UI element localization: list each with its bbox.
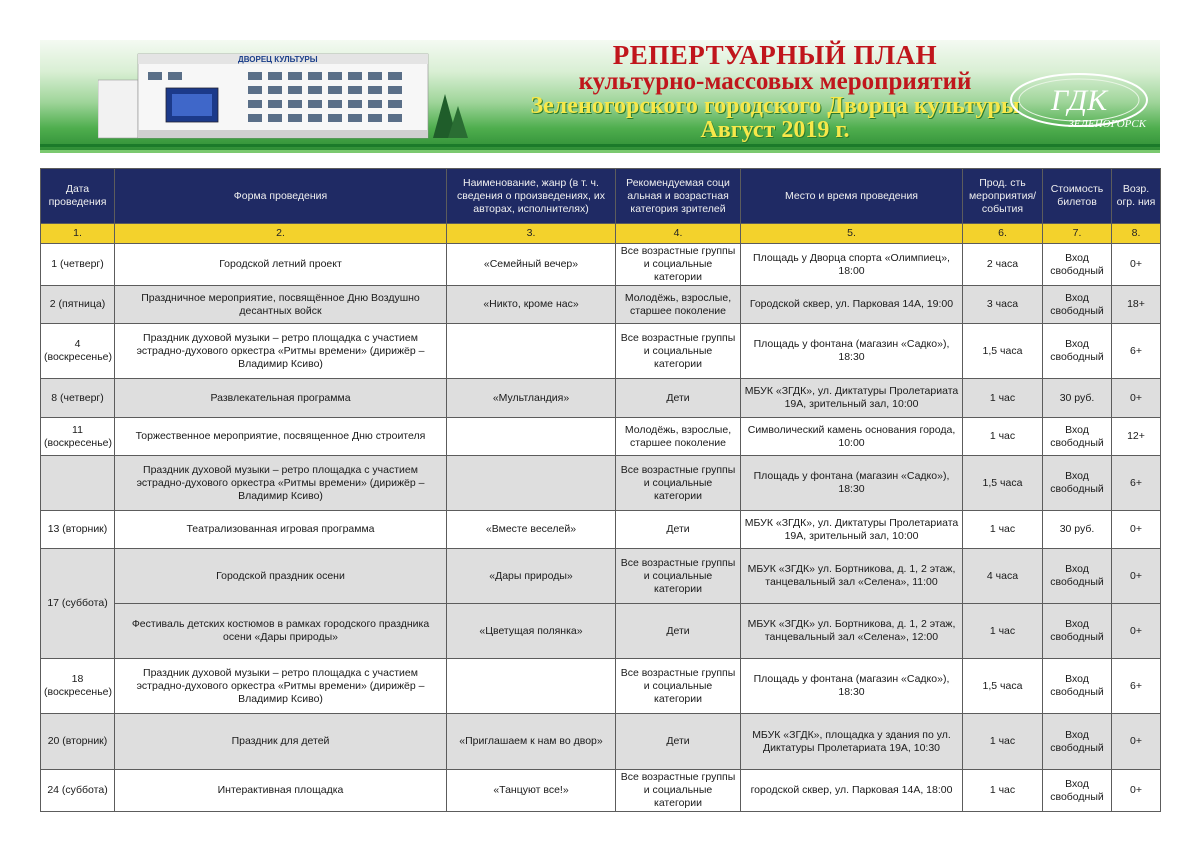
name-cell [447, 324, 616, 379]
column-number: 1. [41, 224, 115, 244]
duration-cell: 1,5 часа [963, 456, 1043, 511]
column-header-age: Возр. огр. ния [1112, 169, 1161, 224]
building-sign: ДВОРЕЦ КУЛЬТУРЫ [238, 55, 318, 64]
column-number: 6. [963, 224, 1043, 244]
table-row [41, 549, 1161, 604]
duration-cell: 1 час [963, 511, 1043, 549]
date-cell: 2 (пятница) [41, 286, 115, 324]
age-cell: 0+ [1112, 379, 1161, 418]
palace-of-culture-building-image [98, 44, 468, 144]
table-row [41, 244, 1161, 286]
logo-letters: ГДК [1050, 84, 1108, 117]
name-cell: «Семейный вечер» [447, 244, 616, 286]
age-cell: 0+ [1112, 549, 1161, 604]
age-cell: 18+ [1112, 286, 1161, 324]
category-cell: Дети [616, 604, 741, 659]
duration-cell: 1 час [963, 714, 1043, 770]
table-row [41, 456, 1161, 511]
age-cell: 6+ [1112, 456, 1161, 511]
age-cell: 0+ [1112, 511, 1161, 549]
duration-cell: 1,5 часа [963, 659, 1043, 714]
page-period: Август 2019 г. [700, 117, 850, 143]
date-cell: 18 (воскресенье) [41, 659, 115, 714]
column-header-name: Наименование, жанр (в т. ч. сведения о произведениях, их авторах, исполнителях) [447, 169, 616, 224]
name-cell: «Приглашаем к нам во двор» [447, 714, 616, 770]
category-cell: Молодёжь, взрослые, старшее поколение [616, 418, 741, 456]
name-cell: «Дары природы» [447, 549, 616, 604]
place-cell: Площадь у фонтана (магазин «Садко»), 18:30 [741, 659, 963, 714]
price-cell: Вход свободный [1043, 244, 1112, 286]
age-cell: 12+ [1112, 418, 1161, 456]
category-cell: Дети [616, 379, 741, 418]
category-cell: Дети [616, 511, 741, 549]
form-cell: Городской праздник осени [115, 549, 447, 604]
place-cell: МБУК «ЗГДК», площадка у здания по ул. Диктатуры Пролетариата 19А, 10:30 [741, 714, 963, 770]
date-cell [41, 456, 115, 511]
name-cell: «Мультландия» [447, 379, 616, 418]
column-number: 5. [741, 224, 963, 244]
table-row [41, 324, 1161, 379]
category-cell: Молодёжь, взрослые, старшее поколение [616, 286, 741, 324]
column-header-date: Дата проведения [41, 169, 115, 224]
price-cell: Вход свободный [1043, 324, 1112, 379]
age-cell: 6+ [1112, 659, 1161, 714]
age-cell: 6+ [1112, 324, 1161, 379]
place-cell: Площадь у фонтана (магазин «Садко»), 18:30 [741, 456, 963, 511]
price-cell: Вход свободный [1043, 659, 1112, 714]
logo-city: ЗЕЛЕНОГОРСК [1068, 118, 1146, 130]
name-cell [447, 456, 616, 511]
price-cell: Вход свободный [1043, 286, 1112, 324]
form-cell: Интерактивная площадка [115, 770, 447, 812]
duration-cell: 1 час [963, 604, 1043, 659]
column-header-form: Форма проведения [115, 169, 447, 224]
column-header-category: Рекомендуемая соци альная и возрастная категория зрителей [616, 169, 741, 224]
table-header-row [41, 169, 1161, 224]
header-banner [40, 40, 1160, 153]
category-cell: Все возрастные группы и социальные категории [616, 456, 741, 511]
form-cell: Городской летний проект [115, 244, 447, 286]
form-cell: Торжественное мероприятие, посвященное Дню строителя [115, 418, 447, 456]
table-row [41, 511, 1161, 549]
table-row [41, 418, 1161, 456]
duration-cell: 4 часа [963, 549, 1043, 604]
place-cell: Площадь у фонтана (магазин «Садко»), 18:30 [741, 324, 963, 379]
date-cell: 13 (вторник) [41, 511, 115, 549]
price-cell: Вход свободный [1043, 714, 1112, 770]
banner-stripe [40, 144, 1160, 147]
form-cell: Фестиваль детских костюмов в рамках городского праздника осени «Дары природы» [115, 604, 447, 659]
date-cell: 24 (суббота) [41, 770, 115, 812]
duration-cell: 1 час [963, 418, 1043, 456]
name-cell: «Цветущая полянка» [447, 604, 616, 659]
price-cell: 30 руб. [1043, 379, 1112, 418]
duration-cell: 1 час [963, 379, 1043, 418]
page-subtitle-2: Зеленогорского городского Дворца культуры [530, 93, 1020, 119]
price-cell: Вход свободный [1043, 770, 1112, 812]
age-cell: 0+ [1112, 604, 1161, 659]
title-block [480, 40, 1070, 144]
category-cell: Все возрастные группы и социальные категории [616, 549, 741, 604]
column-numbers-row [41, 224, 1161, 244]
date-cell: 20 (вторник) [41, 714, 115, 770]
column-number: 2. [115, 224, 447, 244]
category-cell: Все возрастные группы и социальные категории [616, 659, 741, 714]
name-cell: «Вместе веселей» [447, 511, 616, 549]
place-cell: МБУК «ЗГДК» ул. Бортникова, д. 1, 2 этаж, танцевальный зал «Селена», 11:00 [741, 549, 963, 604]
form-cell: Праздник духовой музыки – ретро площадка с участием эстрадно-духового оркестра «Ритмы времени» (дирижёр –Владимир Ксиво) [115, 659, 447, 714]
place-cell: МБУК «ЗГДК», ул. Диктатуры Пролетариата 19А, зрительный зал, 10:00 [741, 511, 963, 549]
category-cell: Все возрастные группы и социальные категории [616, 770, 741, 812]
date-cell: 8 (четверг) [41, 379, 115, 418]
price-cell: Вход свободный [1043, 456, 1112, 511]
price-cell: 30 руб. [1043, 511, 1112, 549]
duration-cell: 3 часа [963, 286, 1043, 324]
name-cell [447, 659, 616, 714]
place-cell: МБУК «ЗГДК» ул. Бортникова, д. 1, 2 этаж, танцевальный зал «Селена», 12:00 [741, 604, 963, 659]
column-header-price: Стоимость билетов [1043, 169, 1112, 224]
age-cell: 0+ [1112, 770, 1161, 812]
form-cell: Праздничное мероприятие, посвящённое Дню Воздушно десантных войск [115, 286, 447, 324]
name-cell [447, 418, 616, 456]
table-row [41, 659, 1161, 714]
date-cell: 1 (четверг) [41, 244, 115, 286]
form-cell: Праздник для детей [115, 714, 447, 770]
category-cell: Все возрастные группы и социальные категории [616, 324, 741, 379]
category-cell: Дети [616, 714, 741, 770]
page-title: РЕПЕРТУАРНЫЙ ПЛАН [612, 40, 938, 70]
table-row [41, 770, 1161, 812]
table-row [41, 714, 1161, 770]
repertoire-table [40, 168, 1161, 812]
name-cell: «Танцуют все!» [447, 770, 616, 812]
category-cell: Все возрастные группы и социальные категории [616, 244, 741, 286]
duration-cell: 1,5 часа [963, 324, 1043, 379]
form-cell: Праздник духовой музыки – ретро площадка с участием эстрадно-духового оркестра «Ритмы времени» (дирижёр –Владимир Ксиво) [115, 324, 447, 379]
form-cell: Развлекательная программа [115, 379, 447, 418]
table-row [41, 604, 1161, 659]
price-cell: Вход свободный [1043, 549, 1112, 604]
table-row [41, 286, 1161, 324]
place-cell: городской сквер, ул. Парковая 14А, 18:00 [741, 770, 963, 812]
date-cell: 17 (суббота) [41, 549, 115, 659]
date-cell: 4 (воскресенье) [41, 324, 115, 379]
column-number: 3. [447, 224, 616, 244]
place-cell: Площадь у Дворца спорта «Олимпиец», 18:00 [741, 244, 963, 286]
duration-cell: 1 час [963, 770, 1043, 812]
column-number: 8. [1112, 224, 1161, 244]
place-cell: Городской сквер, ул. Парковая 14А, 19:00 [741, 286, 963, 324]
column-number: 7. [1043, 224, 1112, 244]
column-number: 4. [616, 224, 741, 244]
name-cell: «Никто, кроме нас» [447, 286, 616, 324]
price-cell: Вход свободный [1043, 604, 1112, 659]
age-cell: 0+ [1112, 714, 1161, 770]
price-cell: Вход свободный [1043, 418, 1112, 456]
page-subtitle-1: культурно-массовых мероприятий [578, 68, 972, 95]
form-cell: Праздник духовой музыки – ретро площадка с участием эстрадно-духового оркестра «Ритмы времени» (дирижёр –Владимир Ксиво) [115, 456, 447, 511]
date-cell: 11 (воскресенье) [41, 418, 115, 456]
duration-cell: 2 часа [963, 244, 1043, 286]
place-cell: Символический камень основания города, 10:00 [741, 418, 963, 456]
column-header-place: Место и время проведения [741, 169, 963, 224]
place-cell: МБУК «ЗГДК», ул. Диктатуры Пролетариата 19А, зрительный зал, 10:00 [741, 379, 963, 418]
column-header-duration: Прод. сть мероприятия/ события [963, 169, 1043, 224]
banner-stripe [40, 150, 1160, 153]
table-row [41, 379, 1161, 418]
age-cell: 0+ [1112, 244, 1161, 286]
form-cell: Театрализованная игровая программа [115, 511, 447, 549]
